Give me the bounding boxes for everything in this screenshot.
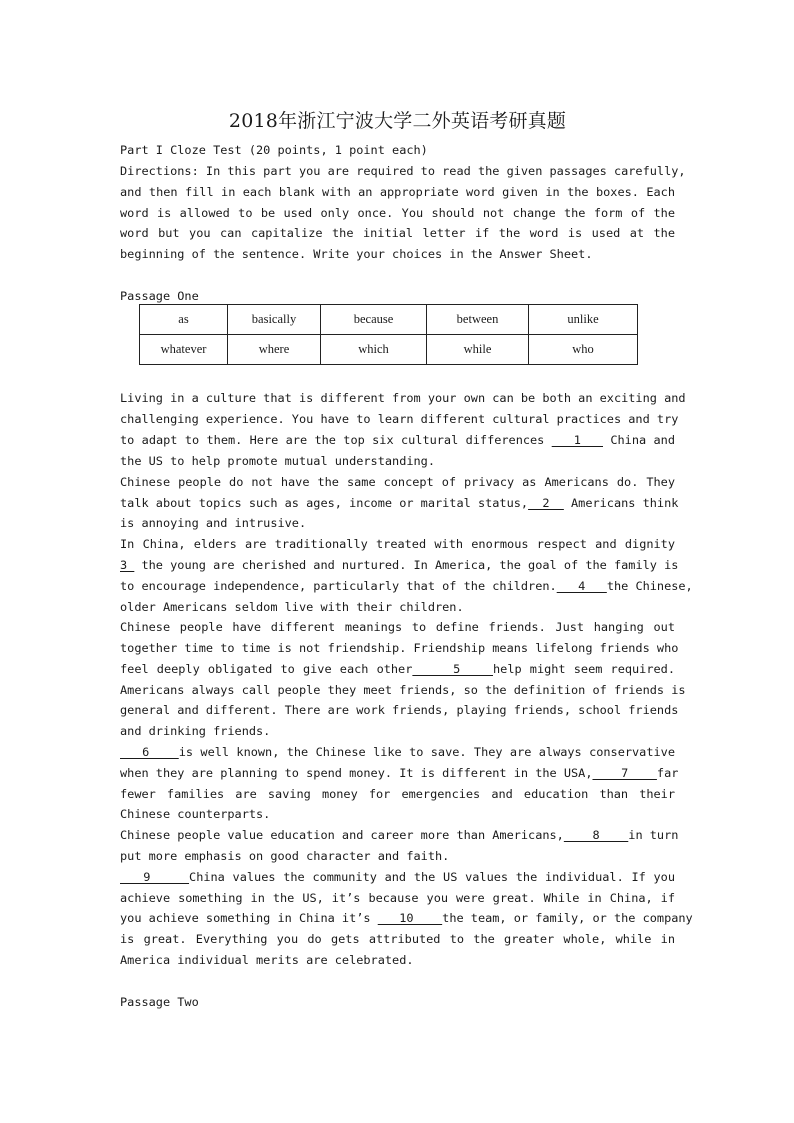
word-bank-row	[140, 305, 638, 335]
word-bank-cell: which	[321, 335, 427, 365]
passage-two-label: Passage Two	[120, 995, 199, 1009]
passage-line	[120, 555, 679, 576]
directions-line: beginning of the sentence. Write your choices in the Answer Sheet.	[120, 247, 593, 261]
blank-6: 6	[120, 745, 179, 759]
passage-line: is great. Everything you do gets attributed to the greater whole, while in	[120, 932, 675, 946]
word-bank-cell: whatever	[140, 335, 228, 365]
passage-line: is annoying and intrusive.	[120, 516, 307, 530]
word-bank-cell: where	[228, 335, 321, 365]
page-title: 2018年浙江宁波大学二外英语考研真题	[228, 110, 567, 132]
passage-text: in turn	[628, 828, 679, 842]
passage-line: In China, elders are traditionally treated with enormous respect and dignity	[120, 537, 675, 551]
passage-line: fewer families are saving money for emergencies and education than their	[120, 787, 675, 801]
passage-line: general and different. There are work friends, playing friends, school friends	[120, 703, 679, 717]
passage-line: achieve something in the US, it’s because you were great. While in China, if	[120, 891, 675, 905]
passage-text: Chinese people value education and career more than Americans,	[120, 828, 564, 842]
blank-2: 2	[528, 496, 564, 510]
passage-text: the team, or family, or the company	[442, 911, 693, 925]
passage-line: America individual merits are celebrated.	[120, 953, 414, 967]
passage-line	[120, 867, 675, 888]
passage-line: Chinese people have different meanings to define friends. Just hanging out	[120, 620, 675, 634]
word-bank-cell: who	[529, 335, 638, 365]
directions-line: Directions: In this part you are required to read the given passages carefully,	[120, 164, 686, 178]
passage-text: to encourage independence, particularly that of the children.	[120, 579, 557, 593]
passage-line: Americans always call people they meet friends, so the definition of friends is	[120, 683, 686, 697]
passage-line: together time to time is not friendship. Friendship means lifelong friends who	[120, 641, 679, 655]
passage-line	[120, 825, 679, 846]
blank-3: 3	[120, 558, 135, 572]
passage-line	[120, 742, 675, 763]
passage-text: far	[656, 766, 679, 780]
passage-line	[120, 659, 675, 680]
blank-7: 7	[592, 766, 657, 780]
passage-line: Chinese people do not have the same concept of privacy as Americans do. They	[120, 475, 675, 489]
passage-text: China and	[603, 433, 675, 447]
passage-line	[120, 763, 679, 784]
blank-4: 4	[556, 579, 607, 593]
part-heading: Part I Cloze Test (20 points, 1 point each)	[120, 143, 428, 157]
passage-line: Living in a culture that is different from your own can be both an exciting and	[120, 391, 686, 405]
word-bank-row	[140, 335, 638, 365]
passage-line: challenging experience. You have to learn different cultural practices and try	[120, 412, 679, 426]
passage-text: to adapt to them. Here are the top six cultural differences	[120, 433, 552, 447]
passage-text: help might seem required.	[493, 662, 675, 676]
passage-text: talk about topics such as ages, income or marital status,	[120, 496, 529, 510]
directions-line: and then fill in each blank with an appropriate word given in the boxes. Each	[120, 185, 675, 199]
passage-line: the US to help promote mutual understanding.	[120, 454, 435, 468]
directions-line: word is allowed to be used only once. You should not change the form of the	[120, 206, 675, 220]
passage-line	[120, 908, 693, 929]
blank-10: 10	[377, 911, 443, 925]
passage-text: is well known, the Chinese like to save. They are always conservative	[178, 745, 675, 759]
passage-text: when they are planning to spend money. It is different in the USA,	[120, 766, 593, 780]
passage-line	[120, 576, 693, 597]
passage-text: the young are cherished and nurtured. In America, the goal of the family is	[134, 558, 679, 572]
passage-line	[120, 493, 679, 514]
blank-5: 5	[412, 662, 493, 676]
blank-9: 9	[120, 870, 190, 884]
passage-line	[120, 430, 675, 451]
passage-line: and drinking friends.	[120, 724, 271, 738]
passage-line: put more emphasis on good character and faith.	[120, 849, 450, 863]
passage-one-label: Passage One	[120, 289, 199, 303]
blank-8: 8	[563, 828, 629, 842]
passage-text: China values the community and the US values the individual. If you	[189, 870, 675, 884]
passage-text: the Chinese,	[606, 579, 693, 593]
word-bank-cell: unlike	[529, 305, 638, 335]
blank-1: 1	[551, 433, 603, 447]
word-bank-cell: as	[140, 305, 228, 335]
word-bank-cell: basically	[228, 305, 321, 335]
passage-text: Americans think	[563, 496, 679, 510]
word-bank-cell: while	[427, 335, 529, 365]
passage-text: feel deeply obligated to give each other	[120, 662, 413, 676]
directions-line: word but you can capitalize the initial letter if the word is used at the	[120, 226, 675, 240]
passage-line: older Americans seldom live with their children.	[120, 600, 464, 614]
word-bank-cell: because	[321, 305, 427, 335]
passage-line: Chinese counterparts.	[120, 807, 271, 821]
word-bank-cell: between	[427, 305, 529, 335]
word-bank-table	[139, 304, 638, 365]
passage-text: you achieve something in China it’s	[120, 911, 378, 925]
